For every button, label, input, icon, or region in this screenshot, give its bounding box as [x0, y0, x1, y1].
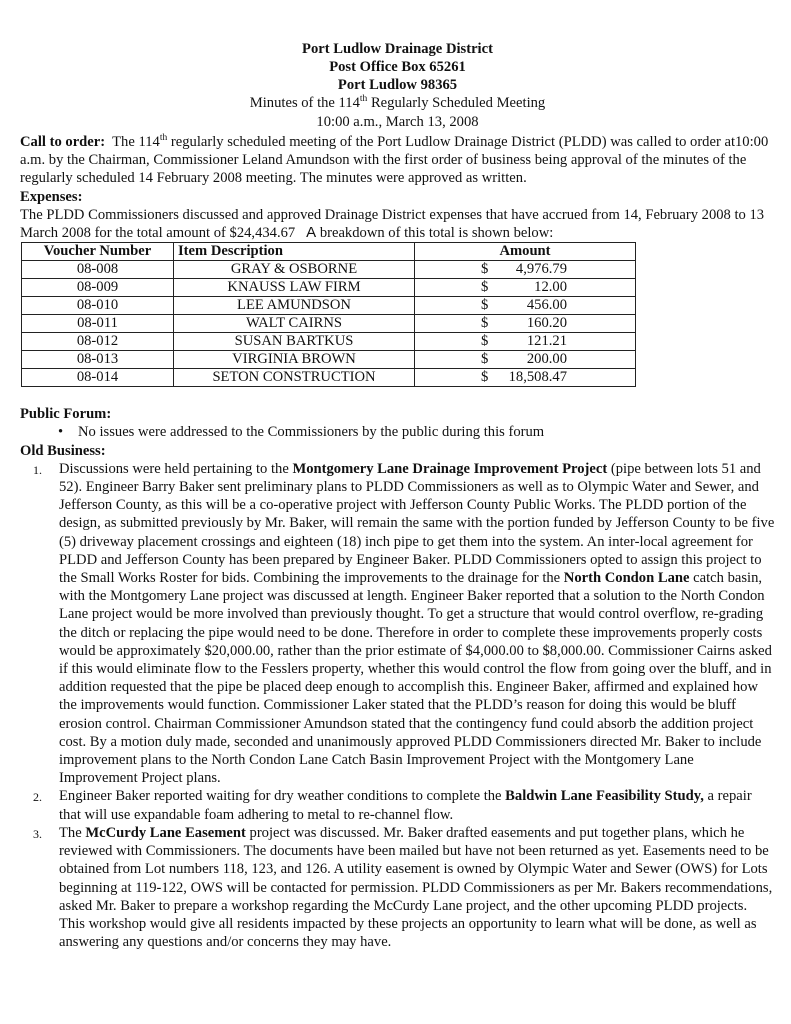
- column-header-item: Item Description: [174, 243, 415, 261]
- amount-cell: $ 160.20: [415, 315, 636, 333]
- item-cell: LEE AMUNDSON: [174, 297, 415, 315]
- item-cell: KNAUSS LAW FIRM: [174, 279, 415, 297]
- column-header-amount: Amount: [415, 243, 636, 261]
- item-cell: SETON CONSTRUCTION: [174, 369, 415, 387]
- voucher-cell: 08-014: [22, 369, 174, 387]
- list-item: 3. The McCurdy Lane Easement project was discussed. Mr. Baker drafted easements and put together plans, which he reviewed with Commissioners. The documents have been mailed but have not been returned as yet. Easements need to be obtained from Lot numbers 118, 123, and 126. A utility easement is owned by Olympic Water and Sewer (OWS) for Lots beginning at 119-122, OWS will be contacted for permission. PLDD Commissioners as per Mr. Bakers recommendations, asked Mr. Baker to prepare a workshop regarding the McCurdy Lane project, and the other upcoming PLDD projects. This workshop would give all residents impacted by these projects an opportunity to learn what will be done, as well as answering any questions and/or concerns they may have.: [33, 824, 773, 951]
- spacer: [20, 387, 775, 405]
- city-zip: Port Ludlow 98365: [337, 77, 458, 93]
- table-row: [22, 315, 636, 333]
- voucher-cell: 08-010: [22, 297, 174, 315]
- list-item: • No issues were addressed to the Commissioners by the public during this forum: [58, 423, 775, 441]
- expenses-paragraph: The PLDD Commissioners discussed and approved Drainage District expenses that have accrued from 14, February 2008 to 13 March 2008 for the total amount of $24,434.67 A breakdown of this total is shown below:: [20, 206, 768, 242]
- voucher-cell: 08-008: [22, 261, 174, 279]
- public-forum-list: [20, 423, 775, 441]
- table-row: [22, 369, 636, 387]
- amount-cell: $ 12.00: [415, 279, 636, 297]
- amount-cell: $ 18,508.47: [415, 369, 636, 387]
- call-to-order-paragraph: Call to order: The 114th regularly scheduled meeting of the Port Ludlow Drainage District (PLDD) was called to order at10:00 a.m. by the Chairman, Commissioner Leland Amundson with the first order of business being approval of the minutes of the regularly scheduled 14 February 2008 meeting. The minutes were approved as written.: [20, 133, 769, 187]
- table-header-row: [22, 243, 636, 261]
- item-number: 1.: [33, 462, 42, 477]
- column-header-voucher: Voucher Number: [22, 243, 174, 261]
- expenses-heading: Expenses:: [20, 188, 83, 205]
- voucher-cell: 08-013: [22, 351, 174, 369]
- item-cell: GRAY & OSBORNE: [174, 261, 415, 279]
- old-business-heading: Old Business:: [20, 442, 106, 459]
- amount-cell: $ 456.00: [415, 297, 636, 315]
- old-business-list: [20, 460, 775, 951]
- item-number: 3.: [33, 826, 42, 841]
- expenses-table: [21, 242, 636, 387]
- amount-cell: $ 200.00: [415, 351, 636, 369]
- meeting-time-date: 10:00 a.m., March 13, 2008: [316, 113, 479, 130]
- voucher-cell: 08-012: [22, 333, 174, 351]
- public-forum-heading: Public Forum:: [20, 406, 112, 423]
- item-cell: VIRGINIA BROWN: [174, 351, 415, 369]
- table-row: [22, 333, 636, 351]
- org-name: Port Ludlow Drainage District: [302, 41, 493, 57]
- amount-cell: $ 4,976.79: [415, 261, 636, 279]
- amount-cell: $ 121.21: [415, 333, 636, 351]
- item-cell: SUSAN BARTKUS: [174, 333, 415, 351]
- minutes-document: [20, 40, 775, 951]
- list-item: 2. Engineer Baker reported waiting for dry weather conditions to complete the Baldwin Lane Feasibility Study, a repair that will use expandable foam adhering to metal to re-channel flow.: [33, 788, 752, 823]
- table-row: [22, 279, 636, 297]
- po-box: Post Office Box 65261: [329, 59, 466, 75]
- item-number: 2.: [33, 790, 42, 805]
- document-header: [20, 40, 775, 131]
- minutes-title: Minutes of the 114th Regularly Scheduled Meeting: [249, 94, 546, 111]
- voucher-cell: 08-009: [22, 279, 174, 297]
- table-row: [22, 351, 636, 369]
- list-item: 1. Discussions were held pertaining to the Montgomery Lane Drainage Improvement Project (pipe between lots 51 and 52). Engineer Barry Baker sent preliminary plans to PLDD Commissioners as well as to Olympic Water and Sewer, and Jefferson County, as this will be a co-operative project with Jefferson County Public Works. The PLDD portion of the design, as submitted previously by Mr. Baker, will remain the same with the portion funded by Jefferson County to be five (5) driveway placement crossings and eighteen (18) inch pipe to get them into the system. An inter-local agreement for PLDD and Jefferson County has been prepared by Engineer Baker. PLDD Commissioners opted to assign this project to the Small Works Roster for bids. Combining the improvements to the drainage for the North Condon Lane catch basin, with the Montgomery Lane project was discussed at length. Engineer Baker reported that a solution to the North Condon Lane project would be more involved than previously thought. To get a structure that would control overflow, re-grading the ditch or replacing the pipe would need to be done. Therefore in order to complete these improvements properly costs would be approximately $20,000.00, rather than the prior estimate of $4,000.00 to $8,000.00. Commissioner Cairns asked if this would eliminate flow to the Fesslers property, whether this would control the flow from going over the bluff, and in addition requested that the pipe be placed deep enough to accomplish this. Engineer Baker, affirmed and explained how the improvements would function. Commissioner Laker stated that the PLDD’s reason for doing this would be bluff erosion control. Chairman Commissioner Amundson stated that the contingency fund could absorb the addition project cost. By a motion duly made, seconded and unanimously approved PLDD Commissioners directed Mr. Baker to include improvement plans to the North Condon Lane Catch Basin Improvement Project with the Montgomery Lane Improvement Project plans.: [33, 460, 775, 787]
- table-row: [22, 297, 636, 315]
- voucher-cell: 08-011: [22, 315, 174, 333]
- table-row: [22, 261, 636, 279]
- item-cell: WALT CAIRNS: [174, 315, 415, 333]
- call-to-order-label: Call to order:: [20, 134, 106, 150]
